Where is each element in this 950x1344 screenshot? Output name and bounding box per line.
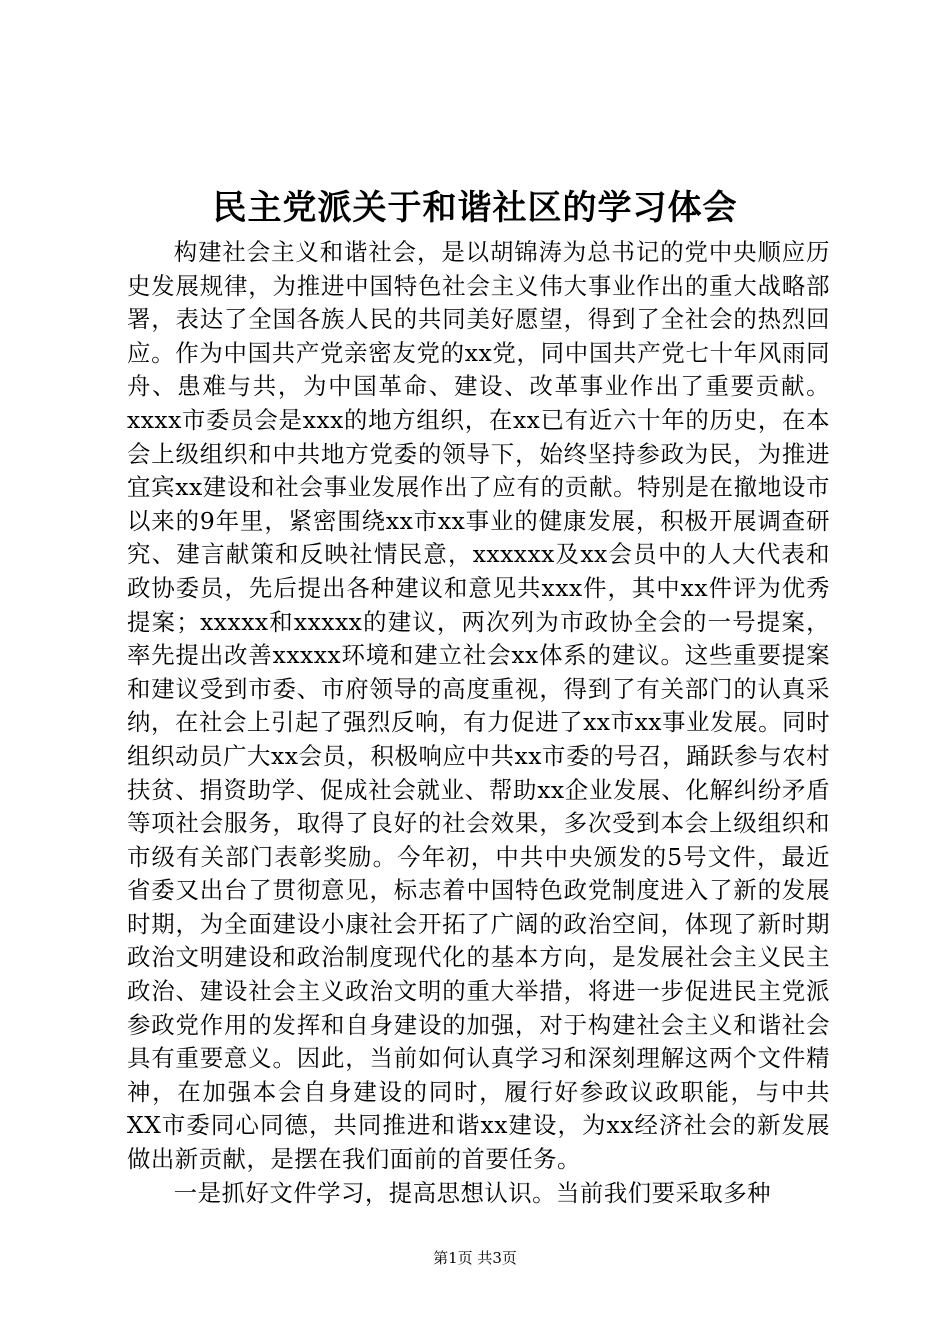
page-footer: 第1页 共3页 [433,1249,517,1267]
body-paragraph-1: 构建社会主义和谐社会，是以胡锦涛为总书记的党中央顺应历史发展规律，为推进中国特色社会主义伟大事业作出的重大战略部署，表达了全国各族人民的共同美好愿望，得到了全社会的热烈回应。作为中国共产党亲密友党的xx党，同中国共产党七十年风雨同舟、患难与共，为中国革命、建设、改革事业作出了重要贡献。xxxx市委员会是xxx的地方组织，在xx已有近六十年的历史，在本会上级组织和中共地方党委的领导下，始终坚持参政为民，为推进宜宾xx建设和社会事业发展作出了应有的贡献。特别是在撤地设市以来的9年里，紧密围绕xx市xx事业的健康发展，积极开展调查研究、建言献策和反映社情民意，xxxxxx及xx会员中的人大代表和政协委员，先后提出各种建议和意见共xxx件，其中xx件评为优秀提案；xxxxx和xxxxx的建议，两次列为市政协全会的一号提案，率先提出改善xxxxx环境和建立社会xx体系的建议。这些重要提案和建议受到市委、市府领导的高度重视，得到了有关部门的认真采纳，在社会上引起了强烈反响，有力促进了xx市xx事业发展。同时组织动员广大xx会员，积极响应中共xx市委的号召，踊跃参与农村扶贫、捐资助学、促成社会就业、帮助xx企业发展、化解纠纷矛盾等项社会服务，取得了良好的社会效果，多次受到本会上级组织和市级有关部门表彰奖励。今年初，中共中央颁发的5号文件，最近省委又出台了贯彻意见，标志着中国特色政党制度进入了新的发展时期，为全面建设小康社会开拓了广阔的政治空间，体现了新时期政治文明建设和政治制度现代化的基本方向，是发展社会主义民主政治、建设社会主义政治文明的重大举措，将进一步促进民主党派参政党作用的发挥和自身建设的加强，对于构建社会主义和谐社会具有重要意义。因此，当前如何认真学习和深刻理解这两个文件精神，在加强本会自身建设的同时，履行好参政议政职能，与中共XX市委同心同德，共同推进和谐xx建设，为xx经济社会的新发展做出新贡献，是摆在我们面前的首要任务。 [127,238,830,1174]
body-paragraph-2: 一是抓好文件学习，提高思想认识。当前我们要采取多种 [173,1178,772,1207]
document-title: 民主党派关于和谐社区的学习体会 [212,188,738,228]
document-body [127,236,830,1210]
